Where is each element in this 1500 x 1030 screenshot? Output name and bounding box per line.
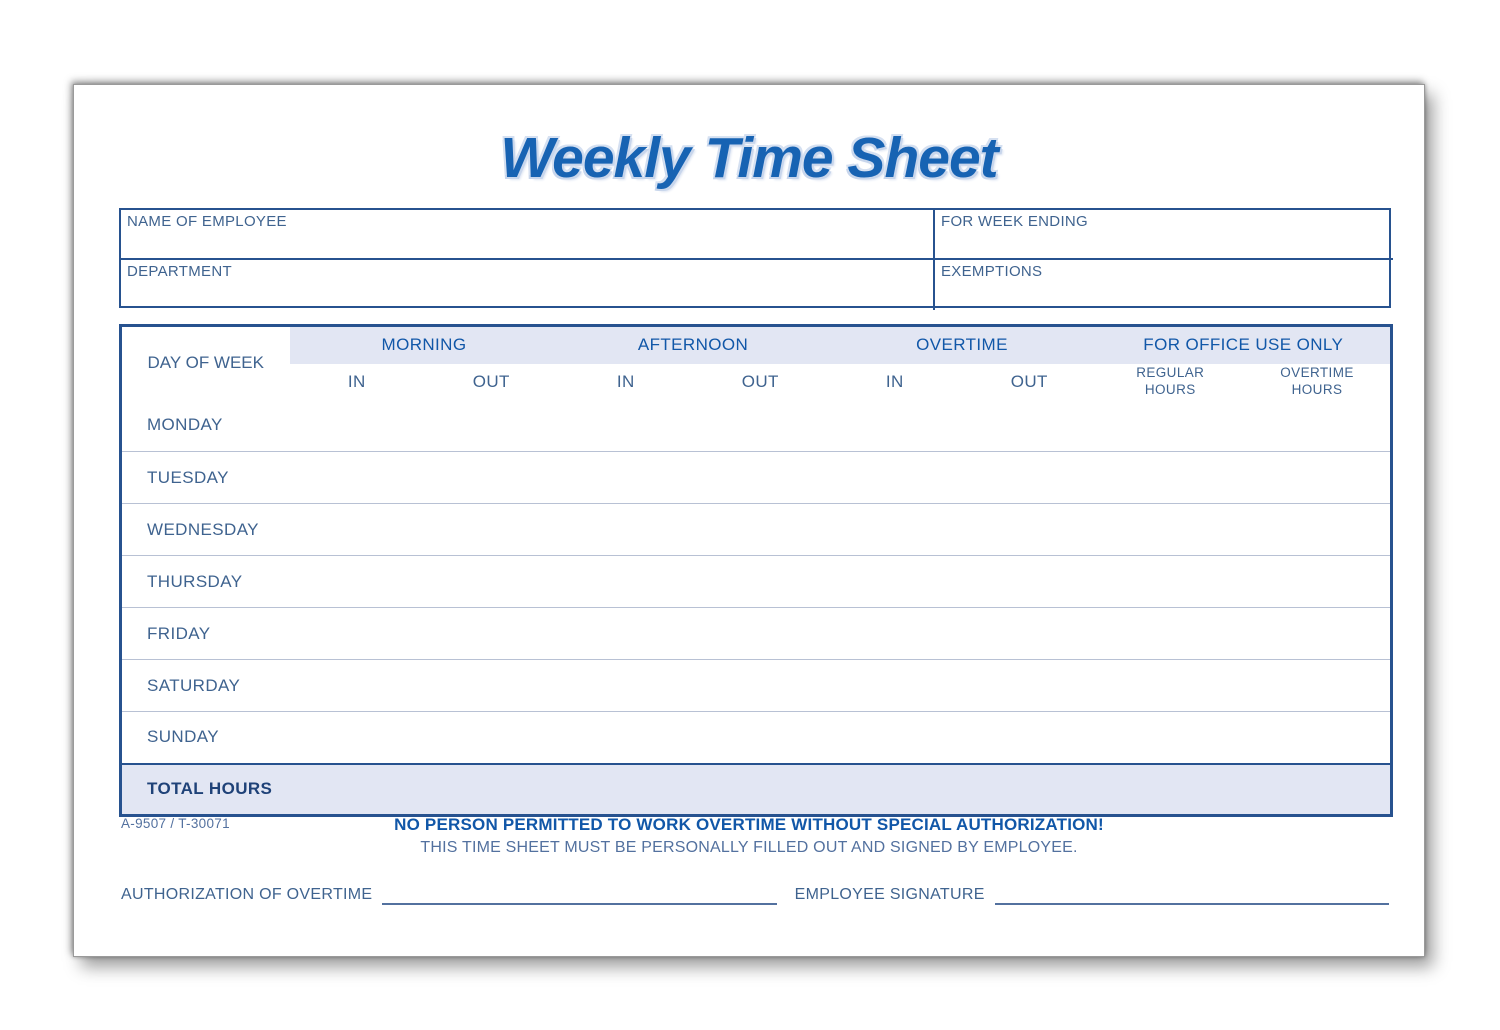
time-entry-cell[interactable] — [693, 400, 828, 452]
authorization-signature-line[interactable] — [382, 885, 776, 905]
time-entry-cell[interactable] — [828, 504, 963, 556]
total-cell[interactable] — [424, 764, 559, 816]
row-sunday — [121, 712, 1392, 764]
time-entry-cell[interactable] — [290, 608, 425, 660]
time-entry-cell[interactable] — [828, 712, 963, 764]
employee-name-field[interactable] — [121, 210, 933, 260]
hours-entry-cell[interactable] — [1244, 608, 1392, 660]
time-entry-cell[interactable] — [962, 504, 1097, 556]
hours-entry-cell[interactable] — [1244, 400, 1392, 452]
time-entry-cell[interactable] — [424, 712, 559, 764]
overtime-in-header: IN — [828, 364, 963, 400]
hours-entry-cell[interactable] — [1097, 712, 1245, 764]
day-label: MONDAY — [121, 400, 290, 452]
signature-row — [121, 885, 1389, 905]
hours-entry-cell[interactable] — [1244, 556, 1392, 608]
time-entry-cell[interactable] — [693, 504, 828, 556]
page-title: Weekly Time Sheet — [500, 126, 998, 190]
authorization-label: AUTHORIZATION OF OVERTIME — [121, 886, 373, 903]
week-ending-label: FOR WEEK ENDING — [941, 213, 1089, 230]
total-cell[interactable] — [693, 764, 828, 816]
time-entry-cell[interactable] — [559, 504, 694, 556]
week-ending-field[interactable] — [933, 210, 1393, 260]
time-entry-cell[interactable] — [559, 712, 694, 764]
time-entry-cell[interactable] — [559, 608, 694, 660]
warnings-block — [74, 815, 1424, 857]
time-entry-cell[interactable] — [693, 556, 828, 608]
form-code: A-9507 / T-30071 — [121, 816, 230, 831]
hours-entry-cell[interactable] — [1244, 712, 1392, 764]
time-entry-cell[interactable] — [962, 660, 1097, 712]
hours-entry-cell[interactable] — [1244, 452, 1392, 504]
overtime-hours-label: OVERTIME HOURS — [1280, 365, 1354, 397]
afternoon-in-header: IN — [559, 364, 694, 400]
time-entry-cell[interactable] — [290, 504, 425, 556]
hours-entry-cell[interactable] — [1097, 452, 1245, 504]
afternoon-header: AFTERNOON — [559, 326, 828, 364]
overtime-header: OVERTIME — [828, 326, 1097, 364]
overtime-out-header: OUT — [962, 364, 1097, 400]
row-friday — [121, 608, 1392, 660]
time-entry-cell[interactable] — [828, 452, 963, 504]
hours-entry-cell[interactable] — [1097, 556, 1245, 608]
department-label: DEPARTMENT — [127, 263, 232, 280]
time-entry-cell[interactable] — [424, 556, 559, 608]
day-label: SUNDAY — [121, 712, 290, 764]
day-of-week-header: DAY OF WEEK — [121, 326, 290, 400]
time-entry-cell[interactable] — [424, 400, 559, 452]
employee-signature-line[interactable] — [995, 885, 1389, 905]
time-entry-cell[interactable] — [693, 660, 828, 712]
time-entry-cell[interactable] — [962, 400, 1097, 452]
day-label: TUESDAY — [121, 452, 290, 504]
time-entry-cell[interactable] — [962, 452, 1097, 504]
hours-entry-cell[interactable] — [1097, 660, 1245, 712]
day-label: THURSDAY — [121, 556, 290, 608]
time-entry-cell[interactable] — [559, 660, 694, 712]
day-label: WEDNESDAY — [121, 504, 290, 556]
time-entry-cell[interactable] — [962, 556, 1097, 608]
afternoon-out-header: OUT — [693, 364, 828, 400]
time-entry-cell[interactable] — [424, 608, 559, 660]
total-cell[interactable] — [1244, 764, 1392, 816]
row-wednesday — [121, 504, 1392, 556]
time-entry-cell[interactable] — [424, 504, 559, 556]
hours-entry-cell[interactable] — [1097, 504, 1245, 556]
day-label: FRIDAY — [121, 608, 290, 660]
time-entry-cell[interactable] — [290, 556, 425, 608]
time-entry-cell[interactable] — [828, 400, 963, 452]
regular-hours-label: REGULAR HOURS — [1136, 365, 1205, 397]
morning-out-header: OUT — [424, 364, 559, 400]
row-thursday — [121, 556, 1392, 608]
time-entry-cell[interactable] — [424, 660, 559, 712]
morning-header: MORNING — [290, 326, 559, 364]
time-entry-cell[interactable] — [828, 608, 963, 660]
regular-hours-header — [1097, 364, 1245, 400]
total-cell[interactable] — [559, 764, 694, 816]
time-entry-cell[interactable] — [828, 660, 963, 712]
employee-signature-label: EMPLOYEE SIGNATURE — [794, 886, 985, 903]
row-tuesday — [121, 452, 1392, 504]
exemptions-label: EXEMPTIONS — [941, 263, 1043, 280]
overtime-hours-header — [1244, 364, 1392, 400]
fill-out-warning: THIS TIME SHEET MUST BE PERSONALLY FILLED OUT AND SIGNED BY EMPLOYEE. — [420, 839, 1078, 856]
time-entry-cell[interactable] — [962, 608, 1097, 660]
timesheet-table — [119, 324, 1393, 817]
time-entry-cell[interactable] — [424, 452, 559, 504]
time-entry-cell[interactable] — [693, 712, 828, 764]
group-header-row — [121, 326, 1392, 364]
office-use-header: FOR OFFICE USE ONLY — [1097, 326, 1392, 364]
time-entry-cell[interactable] — [559, 452, 694, 504]
sub-header-row — [121, 364, 1392, 400]
day-label: SATURDAY — [121, 660, 290, 712]
total-cell[interactable] — [290, 764, 425, 816]
time-entry-cell[interactable] — [693, 608, 828, 660]
hours-entry-cell[interactable] — [1097, 608, 1245, 660]
row-saturday — [121, 660, 1392, 712]
time-entry-cell[interactable] — [290, 400, 425, 452]
morning-in-header: IN — [290, 364, 425, 400]
time-entry-cell[interactable] — [962, 712, 1097, 764]
total-cell[interactable] — [828, 764, 963, 816]
time-entry-cell[interactable] — [290, 712, 425, 764]
time-entry-cell[interactable] — [290, 660, 425, 712]
time-entry-cell[interactable] — [693, 452, 828, 504]
overtime-warning: NO PERSON PERMITTED TO WORK OVERTIME WITHOUT SPECIAL AUTHORIZATION! — [394, 815, 1104, 834]
time-entry-cell[interactable] — [290, 452, 425, 504]
employee-info-block — [119, 208, 1391, 308]
hours-entry-cell[interactable] — [1244, 660, 1392, 712]
hours-entry-cell[interactable] — [1097, 400, 1245, 452]
total-cell[interactable] — [1097, 764, 1245, 816]
total-cell[interactable] — [962, 764, 1097, 816]
time-entry-cell[interactable] — [559, 400, 694, 452]
time-entry-cell[interactable] — [559, 556, 694, 608]
timesheet-page — [73, 84, 1425, 957]
employee-name-label: NAME OF EMPLOYEE — [127, 213, 287, 230]
total-hours-row — [121, 764, 1392, 816]
hours-entry-cell[interactable] — [1244, 504, 1392, 556]
total-hours-label: TOTAL HOURS — [121, 764, 290, 816]
row-monday — [121, 400, 1392, 452]
time-entry-cell[interactable] — [828, 556, 963, 608]
exemptions-field[interactable] — [933, 260, 1393, 310]
department-field[interactable] — [121, 260, 933, 310]
